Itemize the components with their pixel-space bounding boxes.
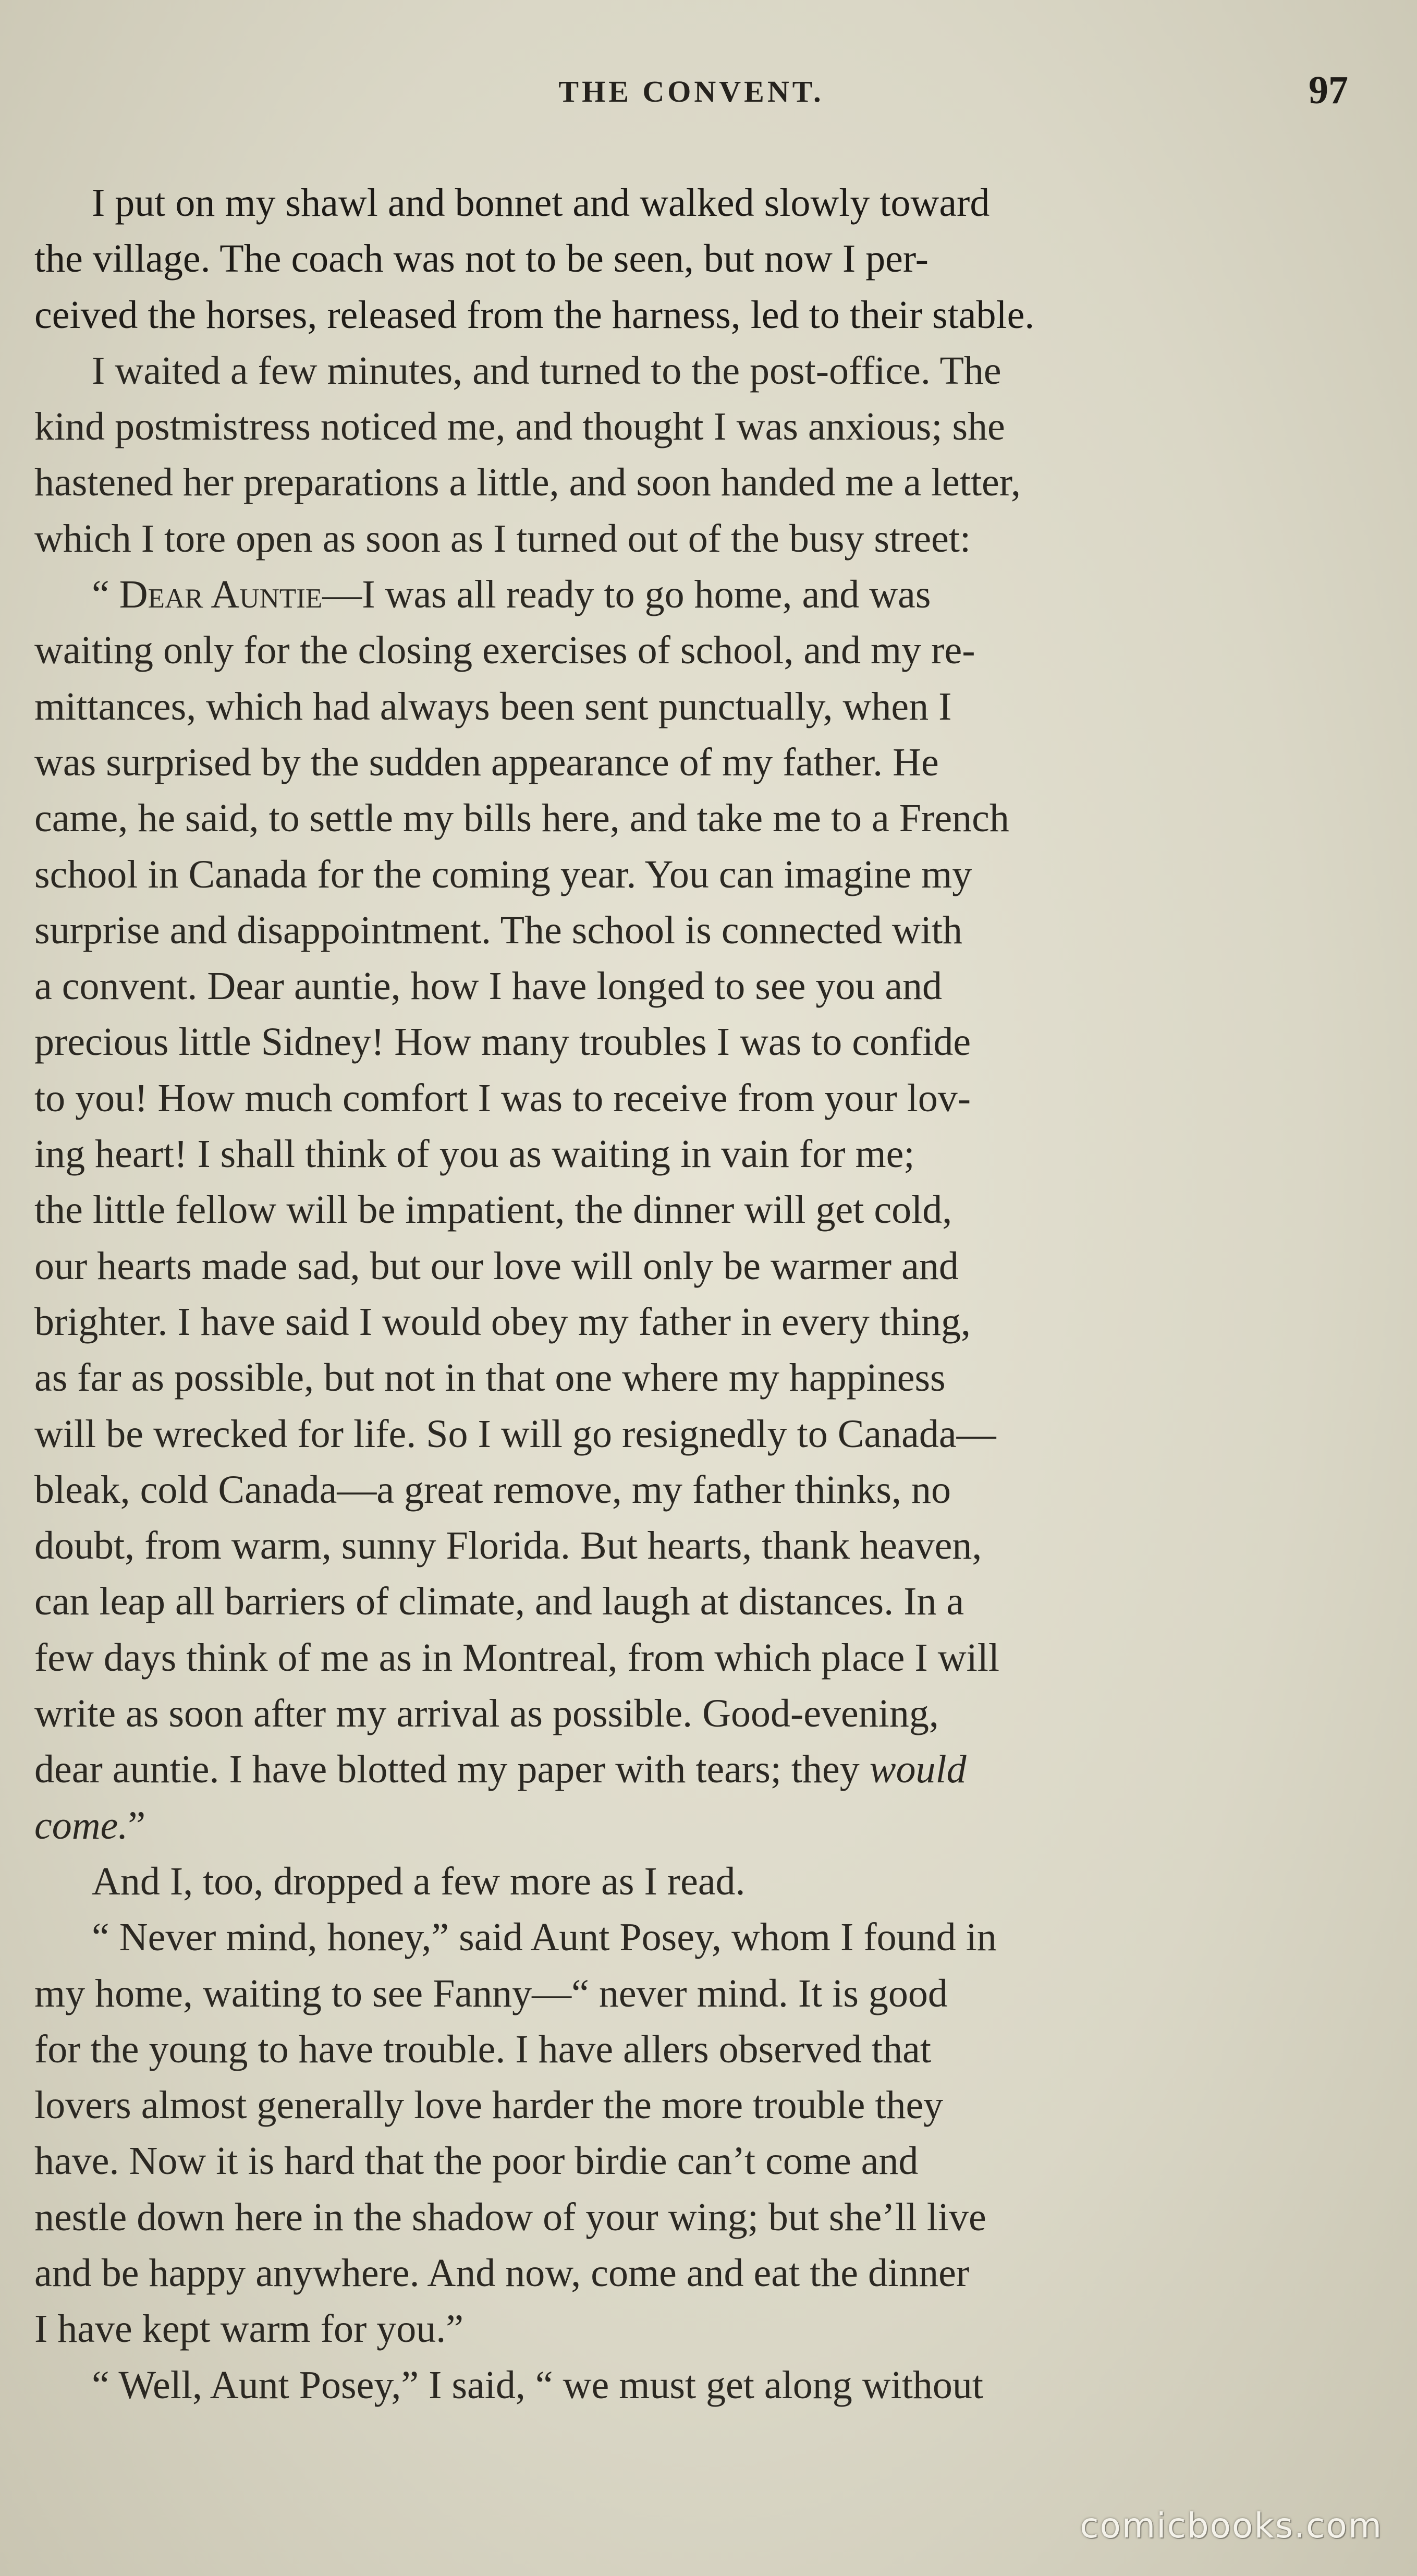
paragraph-letter [34, 567, 1348, 1854]
paragraph-5: “ Never mind, honey,” said Aunt Posey, whom I found in my home, waiting to see Fanny—“ never mind. It is good for the young to have trouble. I have allers observed that lovers almost generally love harder the more trouble they have. Now it is hard that the poor birdie can’t come and nestle down here in the shadow of your wing; but she’ll live and be happy anywhere. And now, come and eat the dinner I have kept warm for you.” [34, 1915, 997, 2351]
letter-body: —I was all ready to go home, and was waiting only for the closing exercises of school, and my re- mittances, which had always been sent punctually, when I was surprised by the sudden appearance of my father. He came, he said, to settle my bills here, and take me to a French school in Canada for the coming year. You can imagine my surprise and disappointment. The school is connected with a convent. Dear auntie, how I have longed to see you and precious little Sidney! How many troubles I was to confide to you! How much comfort I was to receive from your lov- ing heart! I shall think of you as waiting in vain for me; the little fellow will be impatient, the dinner will get cold, our hearts made sad, but our love will only be warmer and brighter. I have said I would obey my father in every thing, as far as possible, but not in that one where my happiness will be wrecked for life. So I will go resignedly to Canada— bleak, cold Canada—a great remove, my father thinks, no doubt, from warm, sunny Florida. But hearts, thank heaven, can leap all barriers of climate, and laugh at distances. In a few days think of me as in Montreal, from which place I will write as soon after my arrival as possible. Good-evening, dear auntie. I have blotted my paper with tears; they [34, 573, 1009, 1792]
paragraph-4: And I, too, dropped a few more as I read. [92, 1859, 746, 1903]
paragraph-2: I waited a few minutes, and turned to the post-office. The kind postmistress noticed me, and thought I was anxious; she hastened her preparations a little, and soon handed me a letter, which I tore open as soon as I turned out of the busy street: [34, 348, 1021, 561]
page-header [34, 68, 1348, 125]
letter-salutation: Dear Auntie [119, 573, 323, 617]
paragraph-6: “ Well, Aunt Posey,” I said, “ we must get along without [92, 2363, 983, 2407]
page-number: 97 [1309, 68, 1348, 112]
body-text [34, 175, 1348, 2413]
running-head: THE CONVENT. [558, 75, 824, 108]
letter-open-quote: “ [92, 573, 119, 617]
watermark: comicbooks.com [1080, 2506, 1383, 2546]
letter-emphasis: would come. [34, 1747, 967, 1848]
letter-close-quote: ” [128, 1803, 146, 1848]
paragraph-1: I put on my shawl and bonnet and walked slowly toward the village. The coach was not to be seen, but now I per- ceived the horses, released from the harness, led to their stable. [34, 181, 1035, 337]
